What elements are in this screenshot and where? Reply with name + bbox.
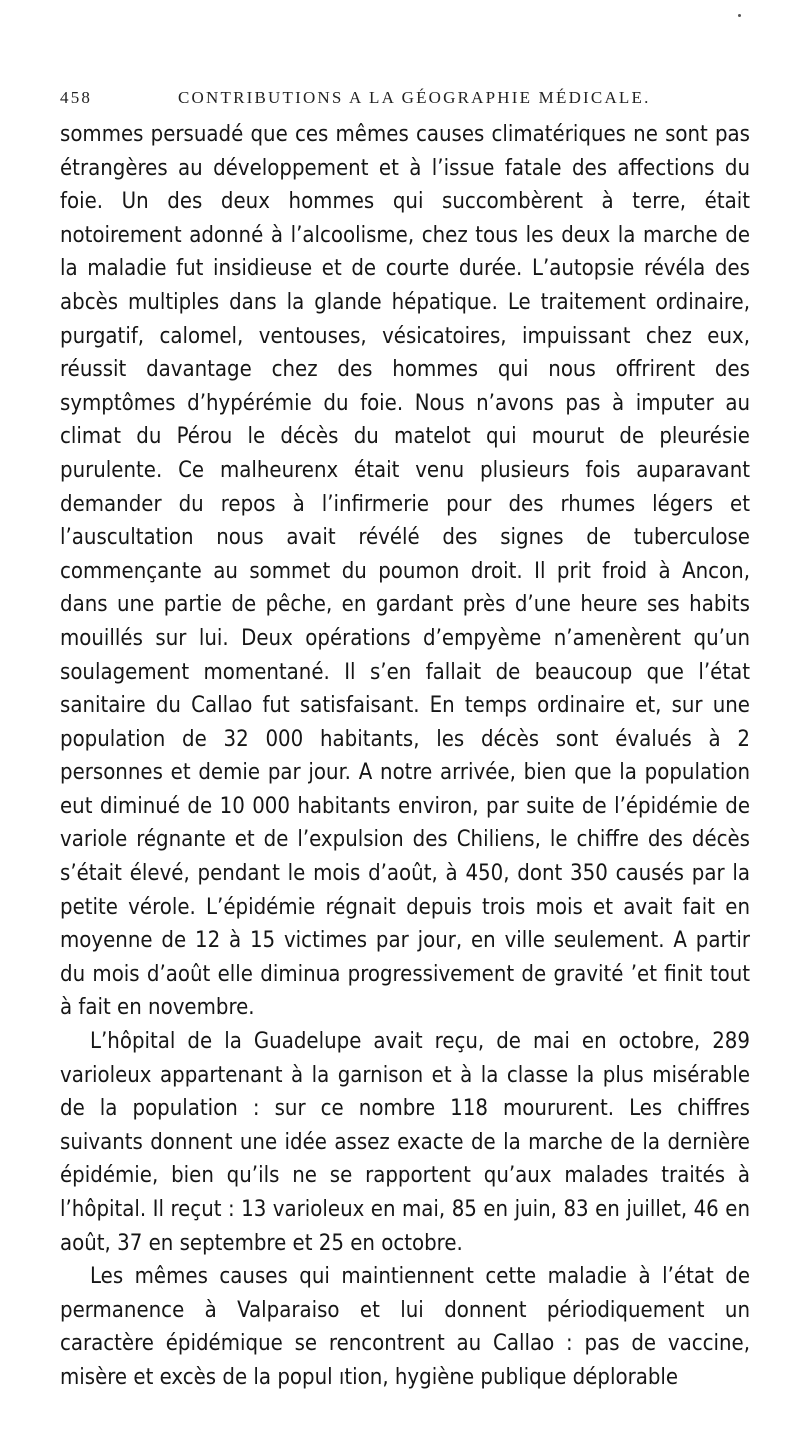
speck-mark [738, 14, 741, 17]
running-title: CONTRIBUTIONS A LA GÉOGRAPHIE MÉDICALE. [178, 88, 651, 107]
paragraph-1: sommes persuadé que ces mêmes causes climatériques ne sont pas étrangères au développement et à l’issue fatale des affections du foie. Un des deux hommes qui succombèrent à terre, était notoirement adonné à l’alcoolisme, chez tous les deux la marche de la maladie fut insidieuse et de courte durée. L’autopsie révéla des abcès multiples dans la glande hépatique. Le traitement ordinaire, purgatif, calomel, ventouses, vésicatoires, impuissant chez eux, réussit davantage chez des hommes qui nous offrirent des symptômes d’hypérémie du foie. Nous n’avons pas à imputer au climat du Pérou le décès du matelot qui mourut de pleurésie purulente. Ce malheurenx était venu plusieurs fois auparavant demander du repos à l’infirmerie pour des rhumes légers et l’auscultation nous avait révélé des signes de tuberculose commençante au sommet du poumon droit. Il prit froid à Ancon, dans une partie de pêche, en gardant près d’une heure ses habits mouillés sur lui. Deux opérations d’empyème n’amenèrent qu’un soulagement momentané. Il s’en fallait de beaucoup que l’état sanitaire du Callao fut satisfaisant. En temps ordinaire et, sur une population de 32 000 habitants, les décès sont évalués à 2 personnes et demie par jour. A notre arrivée, bien que la population eut diminué de 10 000 habitants environ, par suite de l’épidémie de variole régnante et de l’expulsion des Chiliens, le chiffre des décès s’était élevé, pendant le mois d’août, à 450, dont 350 causés par la petite vérole. L’épidémie régnait depuis trois mois et avait fait en moyenne de 12 à 15 victimes par jour, en ville seulement. A partir du mois d’août elle diminua progressivement de gravité ’et finit tout à fait en novembre. [60, 122, 750, 1021]
page-header [60, 88, 746, 112]
body-text [60, 118, 750, 1395]
page-number: 458 [60, 88, 93, 107]
paragraph-3: Les mêmes causes qui maintiennent cette maladie à l’état de permanence à Valparaiso et lui donnent périodiquement un caractère épidémique se rencontrent au Callao : pas de vaccine, misère et excès de la popul ıtion, hygiène publique déplorable [60, 1264, 750, 1390]
paragraph-2: L’hôpital de la Guadelupe avait reçu, de mai en octobre, 289 varioleux appartenant à la garnison et à la classe la plus misérable de la population : sur ce nombre 118 moururent. Les chiffres suivants donnent une idée assez exacte de la marche de la dernière épidémie, bien qu’ils ne se rapportent qu’aux malades traités à l’hôpital. Il reçut : 13 varioleux en mai, 85 en juin, 83 en juillet, 46 en août, 37 en septembre et 25 en octobre. [60, 1029, 750, 1256]
